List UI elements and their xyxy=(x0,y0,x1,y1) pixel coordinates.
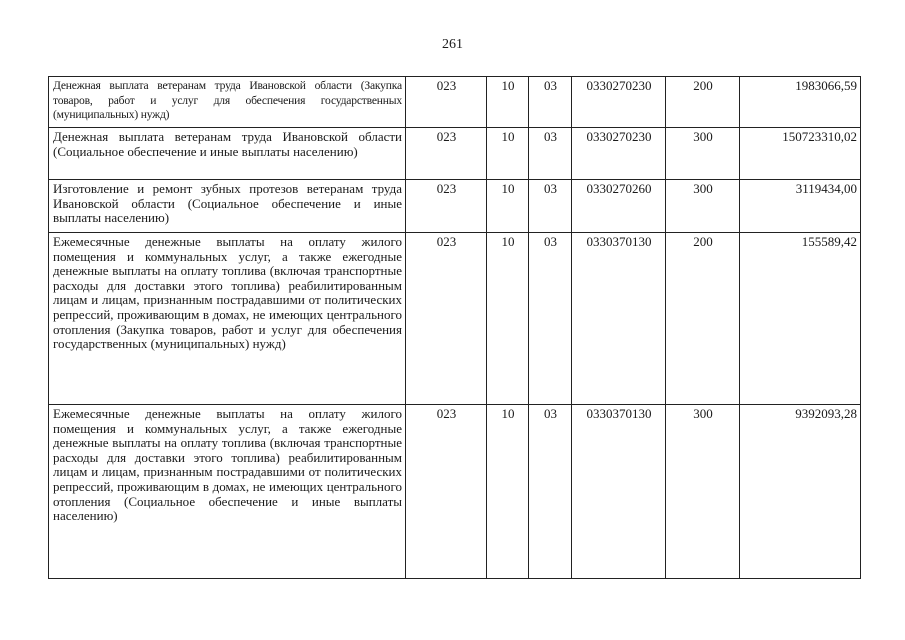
section-code: 10 xyxy=(487,128,529,180)
amount: 155589,42 xyxy=(740,233,861,405)
subsection-code: 03 xyxy=(529,180,572,233)
amount: 3119434,00 xyxy=(740,180,861,233)
section-code: 10 xyxy=(487,77,529,128)
target-article-code: 0330270230 xyxy=(572,77,666,128)
amount: 9392093,28 xyxy=(740,405,861,579)
row-description: Денежная выплата ветеранам труда Ивановской области (Социальное обеспечение и иные выплаты населению) xyxy=(49,128,406,180)
target-article-code: 0330370130 xyxy=(572,405,666,579)
ministry-code: 023 xyxy=(406,180,487,233)
row-description: Изготовление и ремонт зубных протезов ветеранам труда Ивановской области (Социальное обеспечение и иные выплаты населению) xyxy=(49,180,406,233)
subsection-code: 03 xyxy=(529,77,572,128)
ministry-code: 023 xyxy=(406,405,487,579)
amount: 1983066,59 xyxy=(740,77,861,128)
target-article-code: 0330270260 xyxy=(572,180,666,233)
expense-type-code: 300 xyxy=(666,180,740,233)
row-description: Денежная выплата ветеранам труда Ивановской области (Закупка товаров, работ и услуг для обеспечения государственных (муниципальных) нужд) xyxy=(49,77,406,128)
row-description: Ежемесячные денежные выплаты на оплату жилого помещения и коммунальных услуг, а также ежегодные денежные выплаты на оплату топлива (включая транспортные расходы для доставки этого топлива) реабилитированным лицам и лицам, признанным пострадавшими от политических репрессий, проживающим в домах, не имеющих центрального отопления (Социальное обеспечение и иные выплаты населению) xyxy=(49,405,406,579)
subsection-code: 03 xyxy=(529,128,572,180)
section-code: 10 xyxy=(487,233,529,405)
amount: 150723310,02 xyxy=(740,128,861,180)
expense-type-code: 300 xyxy=(666,128,740,180)
ministry-code: 023 xyxy=(406,77,487,128)
ministry-code: 023 xyxy=(406,128,487,180)
subsection-code: 03 xyxy=(529,233,572,405)
expense-type-code: 200 xyxy=(666,233,740,405)
table-row xyxy=(49,77,861,128)
table-row xyxy=(49,405,861,579)
section-code: 10 xyxy=(487,405,529,579)
target-article-code: 0330370130 xyxy=(572,233,666,405)
section-code: 10 xyxy=(487,180,529,233)
expense-type-code: 300 xyxy=(666,405,740,579)
table-row xyxy=(49,180,861,233)
table-row xyxy=(49,233,861,405)
ministry-code: 023 xyxy=(406,233,487,405)
target-article-code: 0330270230 xyxy=(572,128,666,180)
budget-table xyxy=(48,76,861,579)
expense-type-code: 200 xyxy=(666,77,740,128)
table-row xyxy=(49,128,861,180)
subsection-code: 03 xyxy=(529,405,572,579)
page-number: 261 xyxy=(442,37,463,52)
row-description: Ежемесячные денежные выплаты на оплату жилого помещения и коммунальных услуг, а также ежегодные денежные выплаты на оплату топлива (включая транспортные расходы для доставки этого топлива) реабилитированным лицам и лицам, признанным пострадавшими от политических репрессий, проживающим в домах, не имеющих центрального отопления (Закупка товаров, работ и услуг для обеспечения государственных (муниципальных) нужд) xyxy=(49,233,406,405)
